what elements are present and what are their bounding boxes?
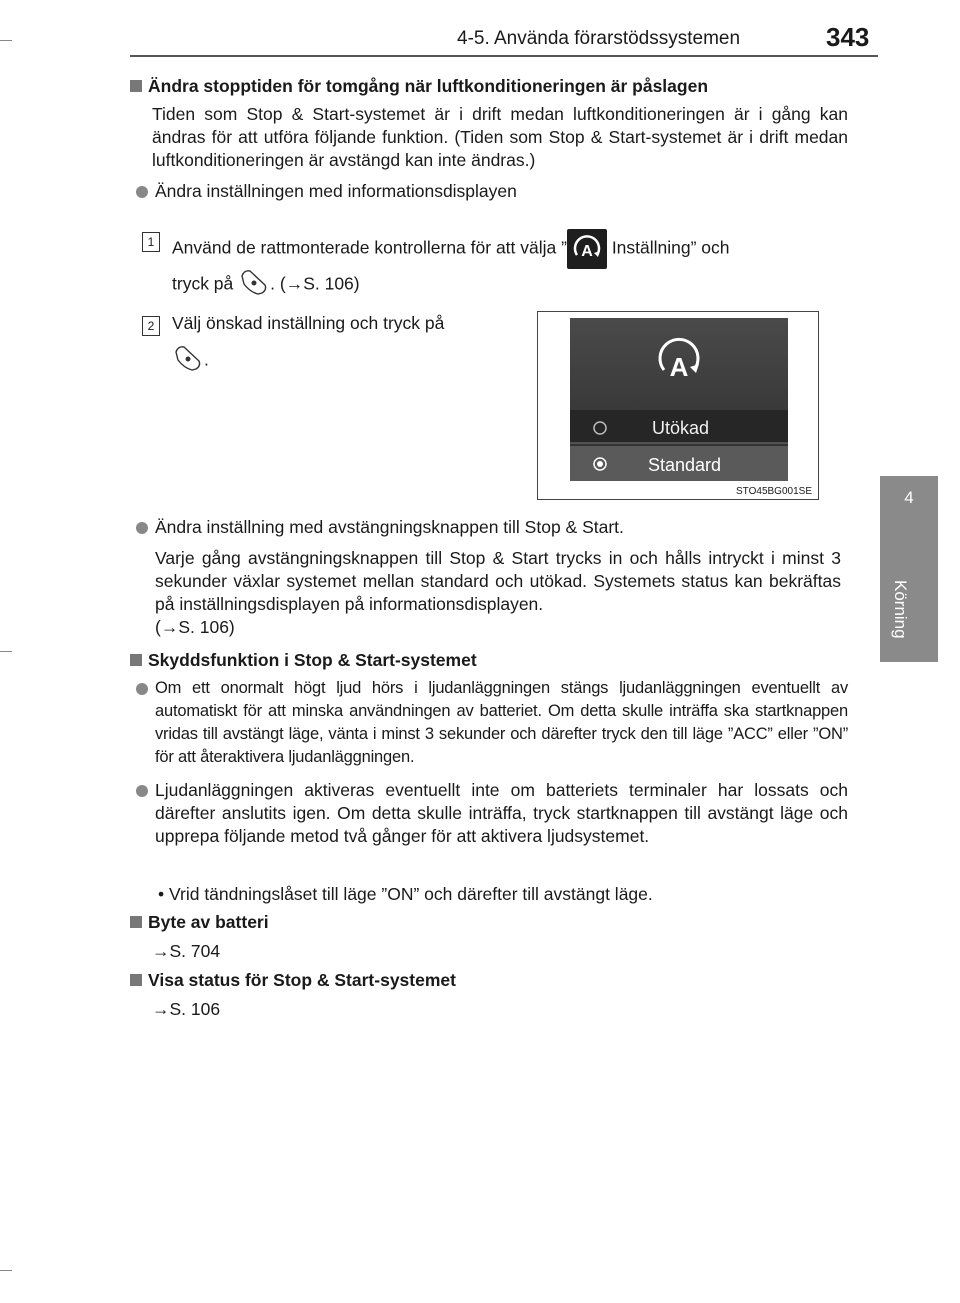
page-reference: →S. 704 [152, 941, 221, 961]
crop-mark [0, 1270, 12, 1271]
bullet-item: Om ett onormalt högt ljud hörs i ljudanläggningen stängs ljudanläggningen eventuellt av automatiskt för att minska användningen av batteriet. Om detta skulle inträffa ska startknappen vridas till avstängt läge, vänta i minst 3 sekunder och därefter tryck den till läge ”ACC” eller ”ON” för att återaktivera ljudanläggningen. [155, 679, 848, 766]
crop-mark [0, 651, 12, 652]
bullet-item: Ändra inställningen med informationsdisplayen [136, 180, 517, 203]
square-bullet-icon [130, 654, 142, 666]
bullet-item: Ändra inställning med avstängningsknappen till Stop & Start. [136, 516, 624, 539]
section-heading: Ändra stopptiden för tomgång när luftkonditioneringen är påslagen [130, 76, 708, 97]
chapter-label: Körning [891, 580, 910, 639]
round-bullet-icon [136, 186, 148, 198]
page-reference: →S. 106 [152, 999, 221, 1019]
chapter-number: 4 [904, 488, 914, 507]
step-number: 1 [142, 232, 160, 252]
svg-text:A: A [581, 243, 593, 260]
square-bullet-icon [130, 80, 142, 92]
step-text: Välj önskad inställning och tryck på [172, 313, 445, 333]
step-text: tryck på . (→S. 106) [172, 266, 360, 304]
paragraph: Varje gång avstängningsknappen till Stop & Start trycks in och hålls intryckt i minst 3 sekunder växlar systemet mellan standard och utökad. Systemets status kan bekräftas på inställningsdisplayen på informationsdisplayen. [155, 548, 841, 614]
square-bullet-icon [130, 974, 142, 986]
square-bullet-icon [130, 916, 142, 928]
section-heading: Byte av batteri [130, 912, 269, 933]
display-screen [570, 318, 788, 481]
enter-button-icon [172, 342, 204, 380]
step-text: Använd de rattmonterade kontrollerna för att välja ” A Inställning” och [172, 229, 848, 269]
enter-button-icon [238, 266, 270, 304]
section-heading: Skyddsfunktion i Stop & Start-systemet [130, 650, 477, 671]
section-heading: Visa status för Stop & Start-systemet [130, 970, 456, 991]
bullet-item: Ljudanläggningen aktiveras eventuellt inte om batteriets terminaler har lossats och därefter anslutits igen. Om detta skulle inträffa, tryck startknappen till avstängt läge och upprepa följande metod två gånger för att aktivera ljudsystemet. [155, 780, 848, 846]
step-number: 2 [142, 316, 160, 336]
round-bullet-icon [136, 681, 155, 699]
option-utokad: Utökad [652, 418, 710, 438]
svg-text:A: A [669, 352, 689, 382]
round-bullet-icon [136, 783, 155, 801]
section-title: 4-5. Använda förarstödssystemen [457, 28, 741, 49]
round-bullet-icon [136, 522, 148, 534]
step-text: . [172, 342, 209, 380]
page-reference: (→S. 106) [155, 617, 235, 637]
page-number: 343 [826, 22, 870, 52]
header-rule [130, 55, 878, 57]
option-standard: Standard [648, 455, 722, 475]
sub-bullet-item: • Vrid tändningslåset till läge ”ON” och därefter till avstängt läge. [158, 884, 653, 904]
paragraph: Tiden som Stop & Start-systemet är i drift medan luftkonditioneringen är i gång kan ändras för att utföra följande funktion. (Tiden som Stop & Start-systemet är i drift medan luftkonditioneringen är avstängd kan inte ändras.) [152, 104, 848, 170]
figure-code: STO45BG001SE [736, 486, 812, 497]
display-figure [537, 311, 819, 500]
crop-mark [0, 40, 12, 41]
auto-setting-icon [567, 229, 607, 269]
